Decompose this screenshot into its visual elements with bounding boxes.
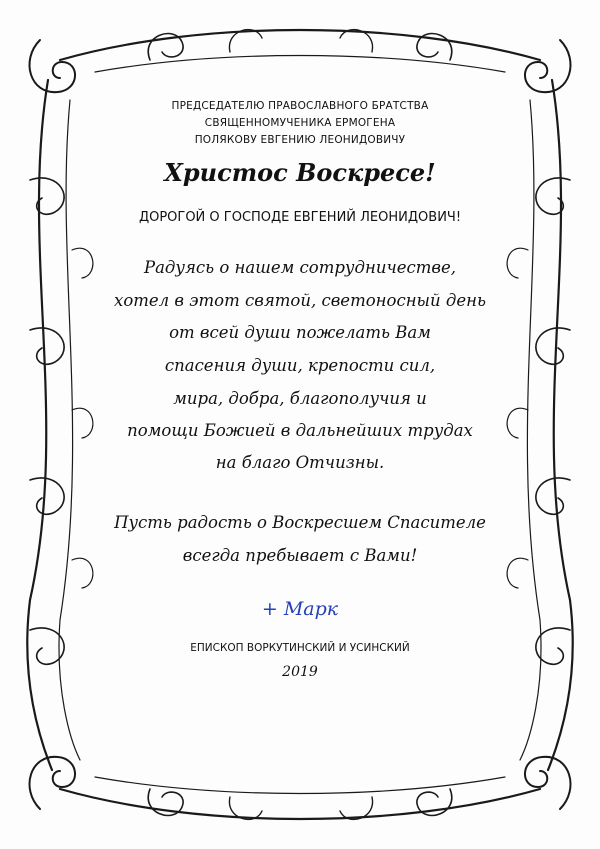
recipient-header-line-1: ПРЕДСЕДАТЕЛЮ ПРАВОСЛАВНОГО БРАТСТВА bbox=[171, 100, 429, 112]
body-line: всегда пребывает с Вами! bbox=[182, 546, 418, 565]
body-line: Радуясь о нашем сотрудничестве, bbox=[143, 258, 456, 277]
body-line: спасения души, крепости сил, bbox=[164, 356, 436, 375]
body-line: помощи Божией в дальнейших трудах bbox=[127, 421, 473, 440]
recipient-header-line-2: СВЯЩЕННОМУЧЕНИКА ЕРМОГЕНА bbox=[204, 117, 396, 129]
body-line: Пусть радость о Воскресшем Спасителе bbox=[114, 513, 486, 532]
body-line: на благо Отчизны. bbox=[215, 453, 385, 472]
greeting: ДОРОГОЙ О ГОСПОДЕ ЕВГЕНИЙ ЛЕОНИДОВИЧ! bbox=[138, 210, 462, 225]
letter-title: Христос Воскресе! bbox=[164, 158, 436, 187]
body-line: хотел в этот святой, светоносный день bbox=[114, 291, 486, 310]
letter-year: 2019 bbox=[282, 664, 318, 680]
letter-content bbox=[80, 0, 520, 849]
handwritten-signature: + Марк bbox=[261, 598, 339, 620]
recipient-header-line-3: ПОЛЯКОВУ ЕВГЕНИЮ ЛЕОНИДОВИЧУ bbox=[194, 134, 406, 146]
signer-title: ЕПИСКОП ВОРКУТИНСКИЙ И УСИНСКИЙ bbox=[190, 642, 410, 654]
body-line: мира, добра, благополучия и bbox=[173, 389, 427, 408]
body-line: от всей души пожелать Вам bbox=[169, 323, 431, 342]
